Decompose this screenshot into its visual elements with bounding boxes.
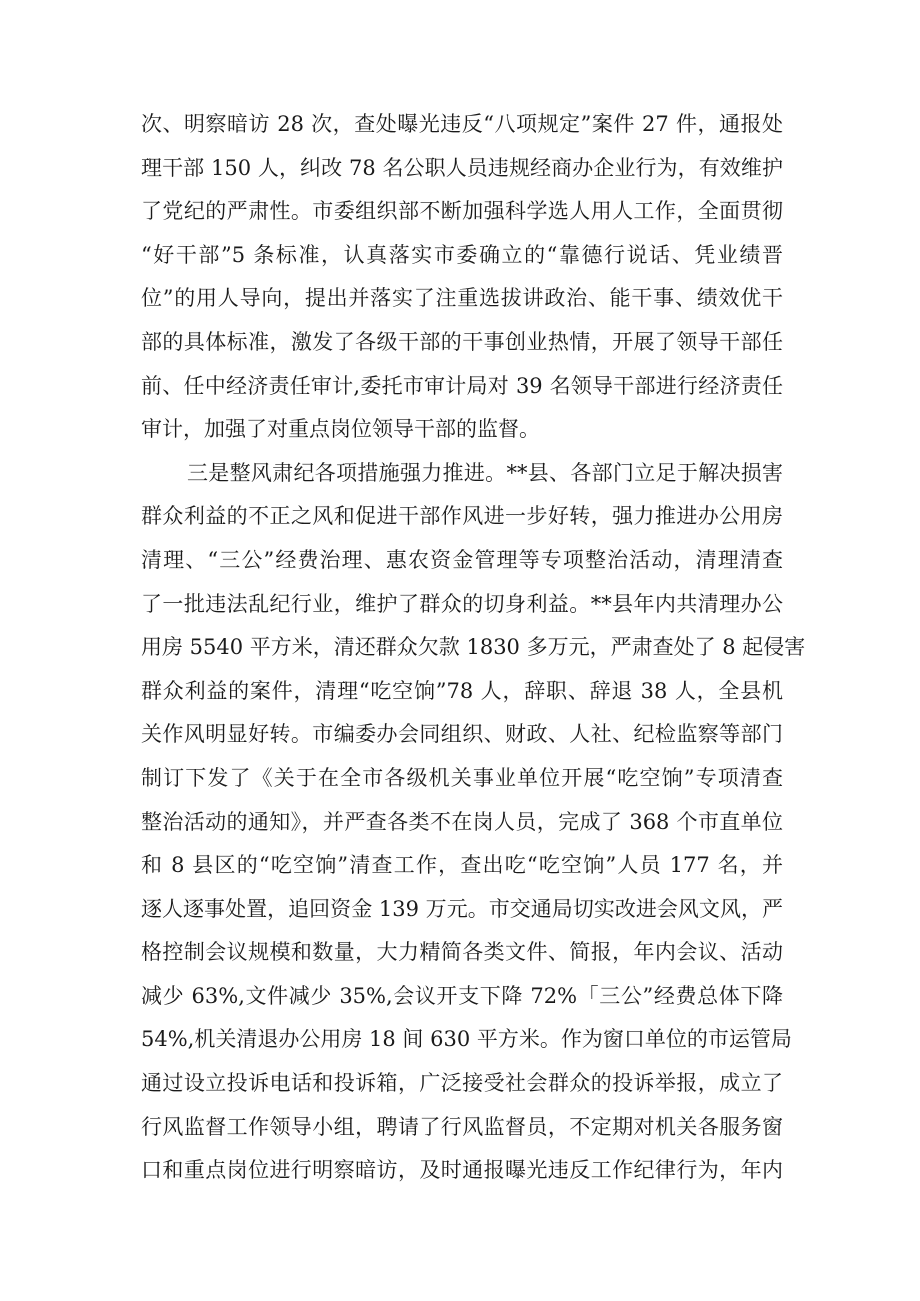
text-line: 通过设立投诉电话和投诉箱，广泛接受社会群众的投诉举报，成立了 [141, 1071, 783, 1096]
text-line: 部的具体标准，激发了各级干部的干事创业热情，开展了领导干部任 [141, 329, 783, 354]
text-line: 次、明察暗访 28 次，查处曝光违反“八项规定”案件 27 件，通报处 [141, 112, 783, 136]
text-line: 群众利益的不正之风和促进干部作风进一步好转，强力推进办公用房 [141, 504, 783, 529]
text-line: 54%,机关清退办公用房 18 间 630 平方米。作为窗口单位的市运管局 [141, 1027, 792, 1052]
text-line: “好干部”5 条标准，认真落实市委确立的“靠德行说话、凭业绩晋 [141, 242, 783, 267]
text-line: 用房 5540 平方米，清还群众欠款 1830 多万元，严肃查处了 8 起侵害 [141, 635, 806, 660]
text-line: 群众利益的案件，清理“吃空饷”78 人，辞职、辞退 38 人，全县机 [141, 678, 783, 703]
text-line: 了党纪的严肃性。市委组织部不断加强科学选人用人工作，全面贯彻 [141, 199, 783, 224]
text-line: 和 8 县区的“吃空饷”清查工作，查出吃“吃空饷”人员 177 名，并 [141, 853, 783, 878]
text-line: 了一批违法乱纪行业，维护了群众的切身利益。**县年内共清理办公 [141, 591, 783, 616]
text-line: 关作风明显好转。市编委办会同组织、财政、人社、纪检监察等部门 [141, 722, 783, 747]
paragraph-2 [141, 452, 806, 1193]
text-line: 整治活动的通知》，并严查各类不在岗人员，完成了 368 个市直单位 [141, 809, 783, 834]
paragraph-1 [141, 103, 783, 452]
text-line: 制订下发了《关于在全市各级机关事业单位开展“吃空饷”专项清查 [141, 765, 783, 790]
text-line: 格控制会议规模和数量，大力精简各类文件、简报，年内会议、活动 [141, 940, 783, 965]
text-line: 清理、“三公”经费治理、惠农资金管理等专项整治活动，清理清查 [141, 547, 783, 572]
text-line: 行风监督工作领导小组，聘请了行风监督员，不定期对机关各服务窗 [141, 1114, 783, 1139]
text-line: 审计，加强了对重点岗位领导干部的监督。 [141, 417, 540, 442]
text-line: 口和重点岗位进行明察暗访，及时通报曝光违反工作纪律行为，年内 [141, 1158, 783, 1183]
text-line: 位”的用人导向，提出并落实了注重选拔讲政治、能干事、绩效优干 [141, 286, 783, 311]
text-line: 逐人逐事处置，追回资金 139 万元。市交通局切实改进会风文风，严 [141, 896, 783, 921]
document-page [141, 103, 806, 1193]
text-line: 三是整风肃纪各项措施强力推进。**县、各部门立足于解决损害 [187, 460, 783, 485]
text-line: 减少 63%,文件减少 35%,会议开支下降 72%「三公”经费总体下降 [141, 983, 783, 1008]
text-line: 理干部 150 人，纠改 78 名公职人员违规经商办企业行为，有效维护 [141, 155, 783, 180]
text-line: 前、任中经济责任审计,委托市审计局对 39 名领导干部进行经济责任 [141, 373, 783, 398]
